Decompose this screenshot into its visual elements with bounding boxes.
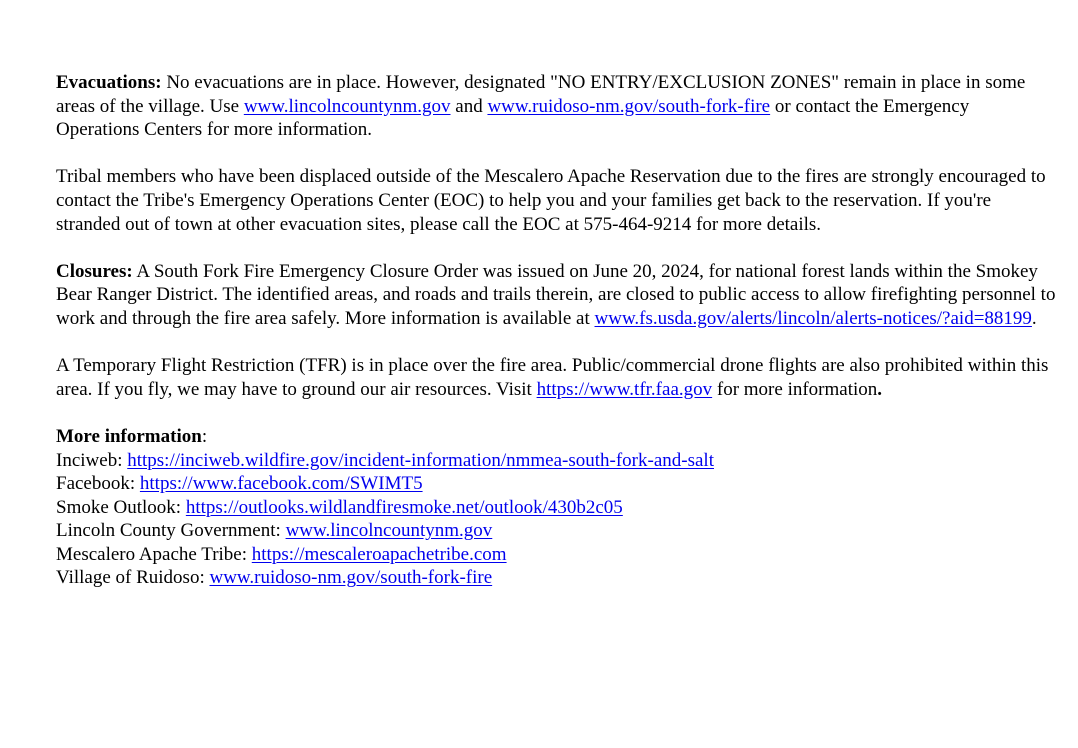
closures-period: . <box>1031 307 1037 329</box>
closures-paragraph <box>56 260 1056 331</box>
tfr-more-info-text: for more information <box>712 378 878 400</box>
mescalero-apache-tribe-link[interactable]: https://mescaleroapachetribe.com <box>251 543 507 565</box>
tfr-period: . <box>877 378 883 400</box>
closures-text: A South Fork Fire Emergency Closure Order was issued on June 20, 2024, for national forest lands within the Smokey Bear Ranger District. The identified areas, and roads and trails therein, are closed to public access to allow firefighting personnel to work and through the fire area safely. More information is available at <box>56 260 1056 329</box>
more-information-colon: : <box>201 425 208 447</box>
closures-label: Closures: <box>56 260 133 282</box>
info-label-ruidoso: Village of Ruidoso: <box>56 567 210 589</box>
info-label-smoke-outlook: Smoke Outlook: <box>56 496 186 518</box>
evacuations-and-text: and <box>450 95 488 117</box>
info-line-ruidoso <box>56 566 1056 590</box>
info-line-mescalero <box>56 543 1056 567</box>
tribal-paragraph: Tribal members who have been displaced outside of the Mescalero Apache Reservation due to the fires are strongly encouraged to contact the Tribe's Emergency Operations Center (EOC) to help you and your families get back to the reservation. If you're stranded out of town at other evacuation sites, please call the EOC at 575-464-9214 for more details. <box>56 166 1046 235</box>
village-of-ruidoso-link[interactable]: www.ruidoso-nm.gov/south-fork-fire <box>209 567 493 589</box>
usda-alerts-link[interactable]: www.fs.usda.gov/alerts/lincoln/alerts-notices/?aid=88199 <box>594 307 1032 329</box>
lincoln-county-link[interactable]: www.lincolncountynm.gov <box>243 95 451 117</box>
info-line-facebook <box>56 472 1056 496</box>
info-label-mescalero: Mescalero Apache Tribe: <box>56 543 252 565</box>
document-page <box>56 71 1056 590</box>
tfr-text: A Temporary Flight Restriction (TFR) is in place over the fire area. Public/commercial drone flights are also prohibited within this area. If you fly, we may have to ground our air resources. Visit <box>56 355 1049 400</box>
evacuations-label: Evacuations: <box>56 72 162 93</box>
more-information-section <box>56 425 1056 590</box>
info-label-lincoln-county: Lincoln County Government: <box>56 520 286 542</box>
info-label-facebook: Facebook: <box>56 473 140 495</box>
evacuations-paragraph <box>56 71 1056 142</box>
faa-tfr-link[interactable]: https://www.tfr.faa.gov <box>536 378 713 400</box>
ruidoso-south-fork-link[interactable]: www.ruidoso-nm.gov/south-fork-fire <box>487 95 771 117</box>
smoke-outlook-link[interactable]: https://outlooks.wildlandfiresmoke.net/outlook/430b2c05 <box>185 496 623 518</box>
info-label-inciweb: Inciweb: <box>56 449 128 471</box>
evacuations-text: No evacuations are in place. However, designated "NO ENTRY/EXCLUSION ZONES" remain in place in some areas of the village. Use <box>56 72 1026 117</box>
tfr-paragraph <box>56 354 1056 401</box>
info-line-lincoln-county <box>56 519 1056 543</box>
inciweb-link[interactable]: https://inciweb.wildfire.gov/incident-information/nmmea-south-fork-and-salt <box>127 449 714 471</box>
more-information-heading <box>56 425 1056 449</box>
evacuations-contact-text: or contact the Emergency Operations Centers for more information. <box>56 95 970 141</box>
facebook-link[interactable]: https://www.facebook.com/SWIMT5 <box>139 473 423 495</box>
info-line-inciweb <box>56 449 1056 473</box>
lincoln-county-government-link[interactable]: www.lincolncountynm.gov <box>285 520 493 542</box>
more-information-label: More information <box>56 425 202 447</box>
info-line-smoke-outlook <box>56 496 1056 520</box>
